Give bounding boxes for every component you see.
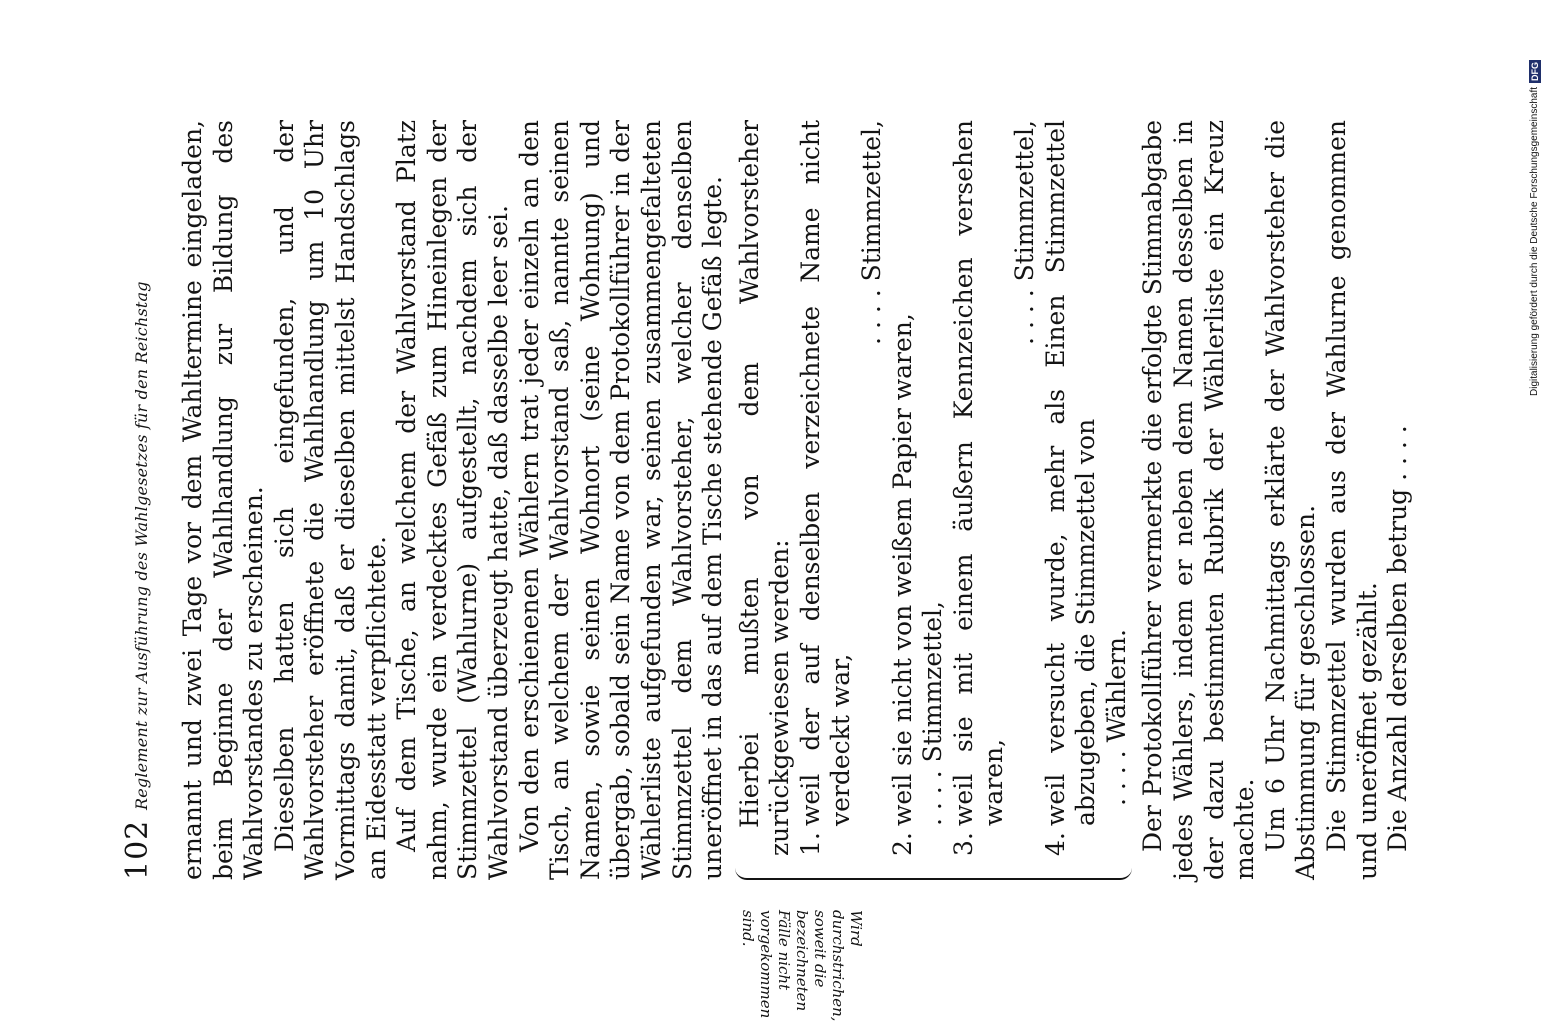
list-tail: . . . . Stimmzettel, [857,120,887,345]
list-text: weil der auf denselben verzeichnete Name nicht verdeckt war, [795,120,856,826]
body-text [178,120,1414,1022]
list-text: weil versucht wurde, mehr als Einen Stimmzettel abzugeben, die Stimmzettel von [1040,120,1101,826]
credit-text: Digitalisierung gefördert durch die Deutsche Forschungsgemeinschaft [1529,86,1540,396]
digitization-credit [1528,6,1542,396]
list-item [888,120,949,856]
list-number: 4. [1040,832,1070,856]
scanned-page [120,120,1413,1022]
running-head: Reglement zur Ausführung des Wahlgesetzes für den Reichstag [132,281,151,810]
paragraph: Dieselben hatten sich eingefunden, und der Wahlvorsteher eröffnete die Wahlhandlung um 10 Uhr Vormittags damit, daß er dieselben mittelst Handschlags an Eidesstatt verpflichtete. [269,120,391,880]
list-item [1041,120,1133,856]
list-tail: . . . . Wählern. [1101,629,1131,806]
dfg-logo-icon: DFG [1530,61,1540,81]
paragraph: Die Anzahl derselben betrug . . . . [1383,425,1413,852]
list-number: 3. [948,832,978,856]
list-tail: . . . . Stimmzettel, [1010,120,1040,345]
rejection-intro: Hierbei mußten von dem Wahlvorsteher zurückgewiesen werden: [734,120,795,856]
list-number: 2. [887,832,917,856]
list-text: weil sie mit einem äußern Kennzeichen versehen waren, [948,120,1009,826]
list-tail: . . . . Stimmzettel, [918,601,948,826]
list-item [949,120,1041,856]
curly-brace [735,860,1133,880]
page-header [120,120,156,880]
paragraph: ernannt und zwei Tage vor dem Wahltermine eingeladen, beim Beginne der Wahlhandlung zur Bildung des Wahlvorstandes zu erscheinen. [178,120,269,880]
paragraph: Um 6 Uhr Nachmittags erklärte der Wahlvorsteher die Abstimmung für geschlossen. [1260,120,1321,880]
list-text: weil sie nicht von weißem Papier waren, [887,313,917,826]
paragraph: Die Stimmzettel wurden aus der Wahlurne genommen und uneröffnet gezählt. [1321,120,1382,880]
page-number: 102 [120,819,155,880]
paragraph: Von den erschienenen Wählern trat jeder einzeln an den Tisch, an welchem der Wahlvorstand saß, nannte seinen Namen, sowie seinen Wohnort (seine Wohnung) und übergab, sobald sein Name von dem Protokollführer in der Wählerliste aufgefunden war, seinen zusammengefalteten Stimmzettel dem Wahlvorsteher, welcher denselben uneröffnet in das auf dem Tische stehende Gefäß legte. [514,120,728,880]
paragraph: Der Protokollführer vermerkte die erfolgte Stimmabgabe jedes Wählers, indem er neben dem Namen desselben in der dazu bestimmten Rubrik der Wählerliste ein Kreuz machte. [1138,120,1260,880]
list-number: 1. [795,832,825,856]
rejection-section [734,120,1133,1022]
list-item [796,120,888,856]
margin-note: Wird durchstrichen, soweit die bezeichneten Fälle nicht vorgekommen sind. [738,910,865,1022]
paragraph: Auf dem Tische, an welchem der Wahlvorstand Platz nahm, wurde ein verdecktes Gefäß zum Hineinlegen der Stimmzettel (Wahlurne) aufgestellt, nachdem sich der Wahlvorstand überzeugt hatte, daß dasselbe leer sei. [392,120,513,880]
